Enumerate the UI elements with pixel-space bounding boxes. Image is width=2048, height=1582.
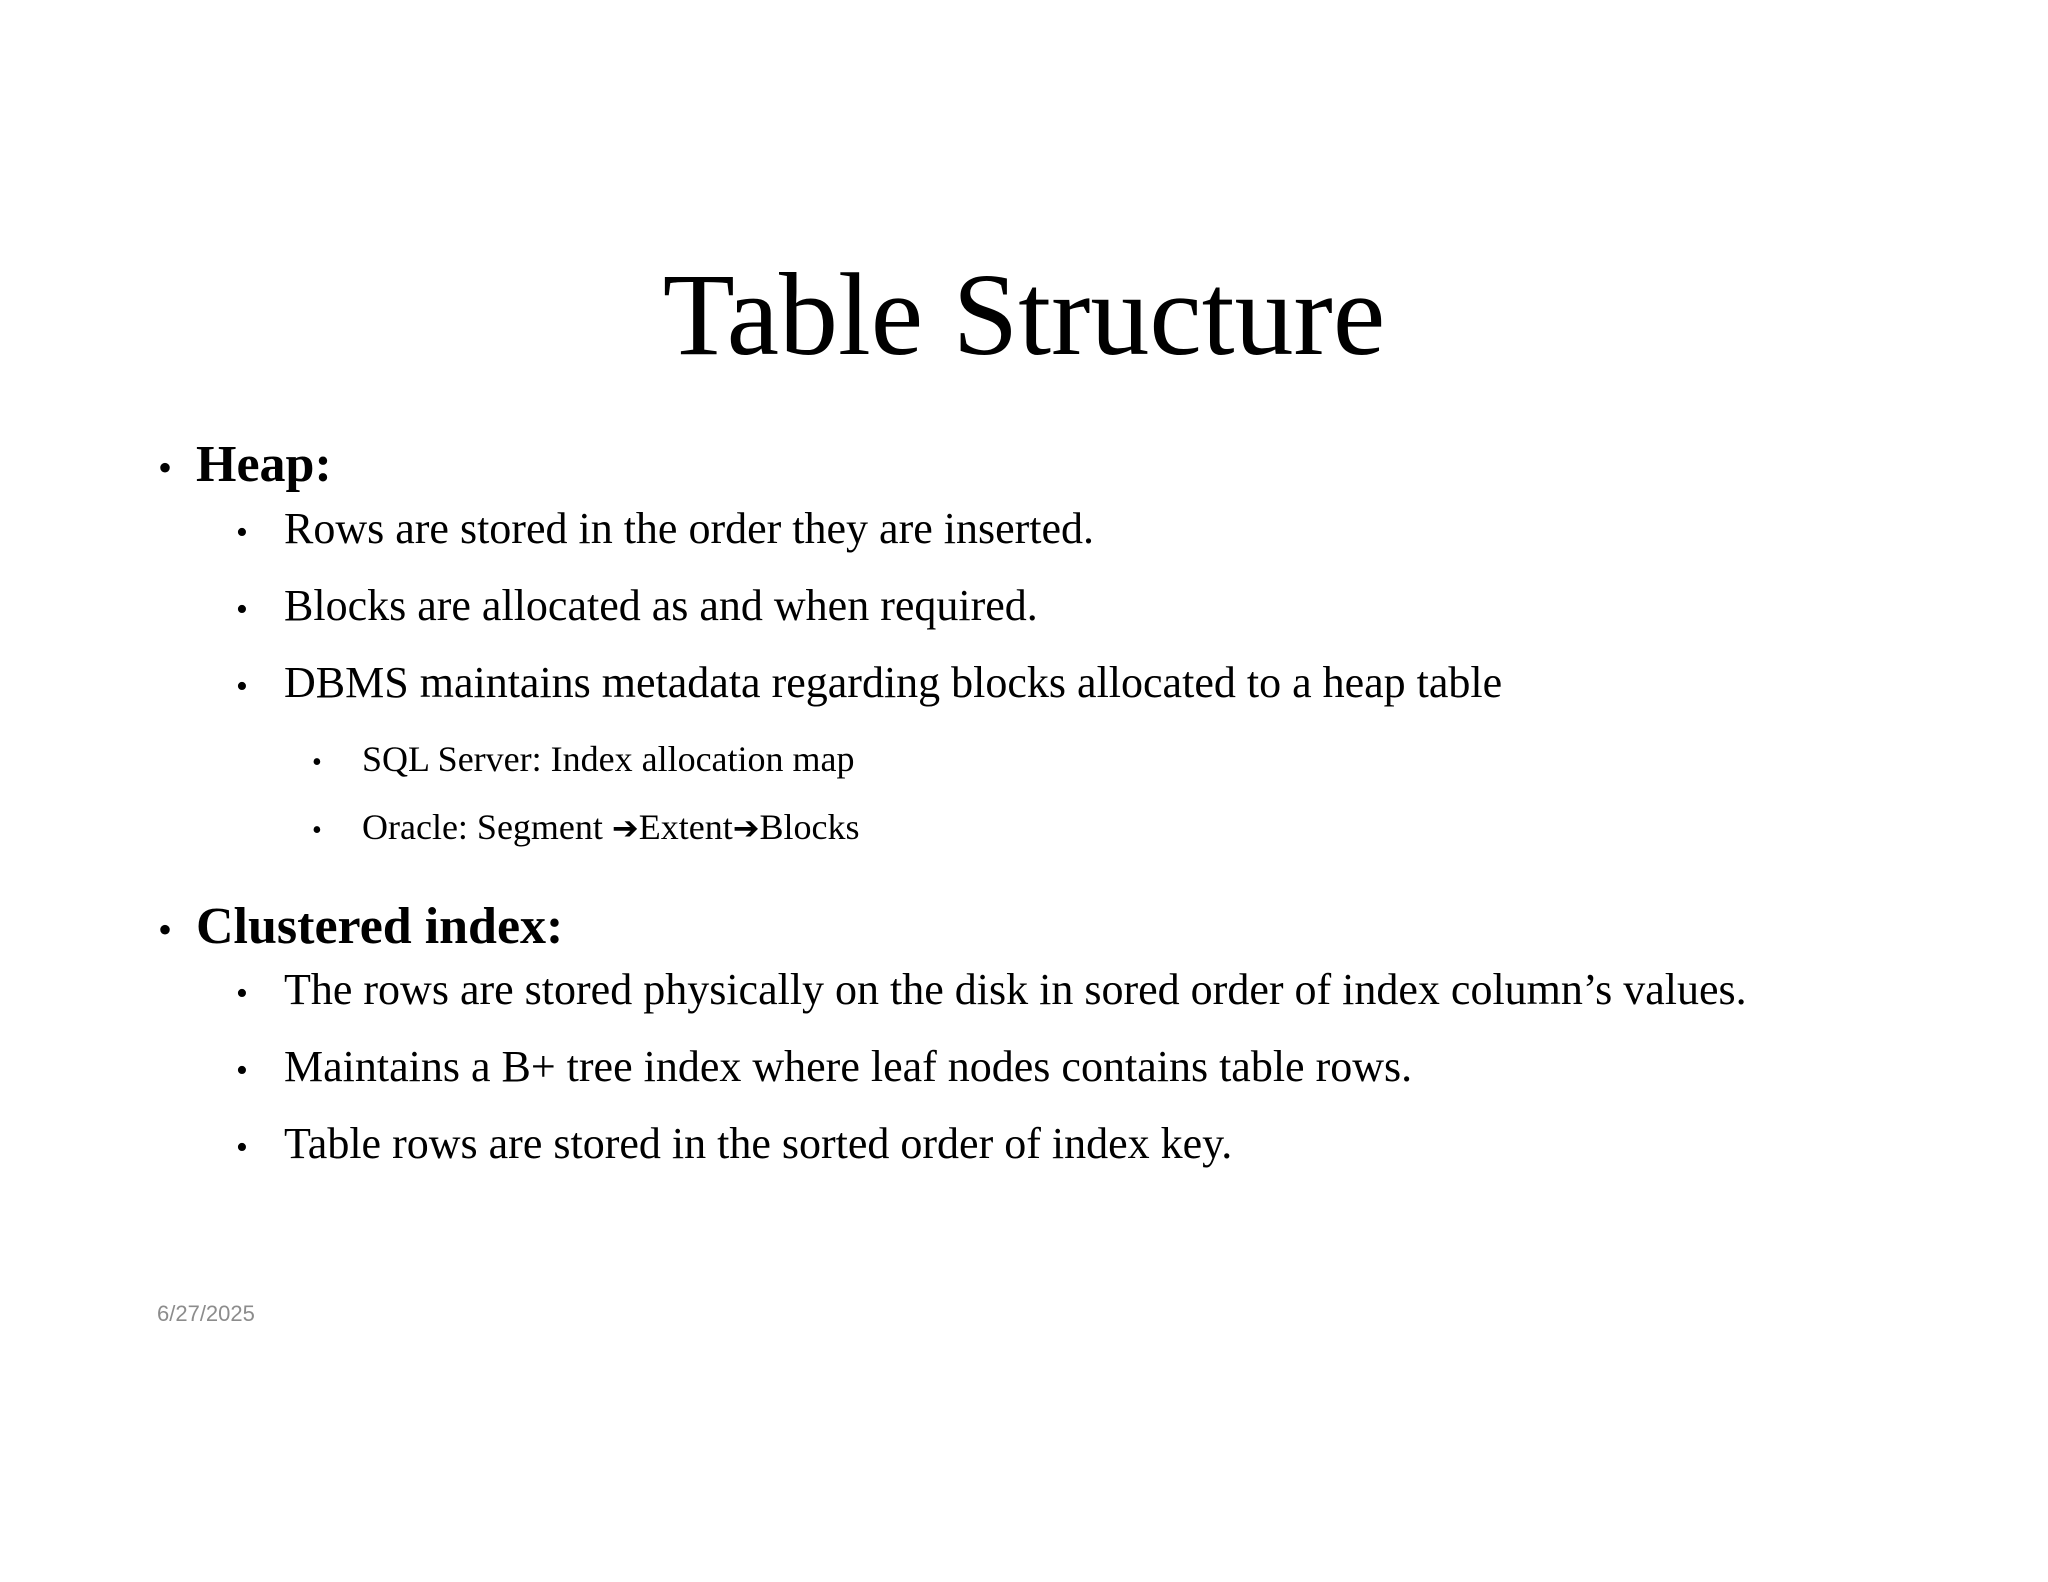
heap-item-1: [236, 503, 1094, 559]
sql-server-text: SQL Server: Index allocation map: [362, 739, 855, 779]
bullet: •: [236, 591, 248, 628]
heap-subitem-sql-server: [312, 737, 855, 785]
bullet: •: [236, 1129, 248, 1166]
oracle-blocks-text: Blocks: [759, 807, 860, 847]
heap-item-2: [236, 580, 1038, 636]
bullet: •: [236, 514, 248, 551]
bullet: •: [236, 1052, 248, 1089]
slide-title: Table Structure: [662, 249, 1386, 380]
clustered-item-text: The rows are stored physically on the disk in sored order of index column’s values.: [284, 965, 1747, 1014]
clustered-item-text: Maintains a B+ tree index where leaf nodes contains table rows.: [284, 1042, 1413, 1091]
slide-date: 6/27/2025: [157, 1301, 255, 1326]
oracle-extent-text: Extent: [638, 807, 733, 847]
heap-item-text: Rows are stored in the order they are inserted.: [284, 504, 1095, 553]
heap-item-text: Blocks are allocated as and when required.: [284, 581, 1038, 630]
clustered-item-1: [236, 964, 1747, 1020]
clustered-item-text: Table rows are stored in the sorted order of index key.: [284, 1119, 1233, 1168]
bullet: •: [312, 815, 322, 846]
bullet: •: [236, 975, 248, 1012]
heap-subitem-oracle: [312, 805, 860, 853]
bullet: •: [158, 907, 173, 952]
heap-item-3: [236, 657, 1502, 713]
clustered-item-3: [236, 1118, 1232, 1174]
bullet: •: [158, 445, 173, 490]
arrow-right-icon: ➔: [611, 809, 639, 847]
heap-heading-text: Heap:: [196, 436, 332, 493]
bullet: •: [236, 668, 248, 705]
heading-clustered-index: [158, 897, 563, 960]
arrow-right-icon: ➔: [732, 809, 760, 847]
clustered-item-2: [236, 1041, 1412, 1097]
heap-item-text: DBMS maintains metadata regarding blocks allocated to a heap table: [284, 658, 1503, 707]
oracle-prefix-text: Oracle: Segment: [362, 807, 612, 847]
heading-heap: [158, 435, 332, 498]
clustered-heading-text: Clustered index:: [196, 898, 564, 955]
bullet: •: [312, 747, 322, 778]
